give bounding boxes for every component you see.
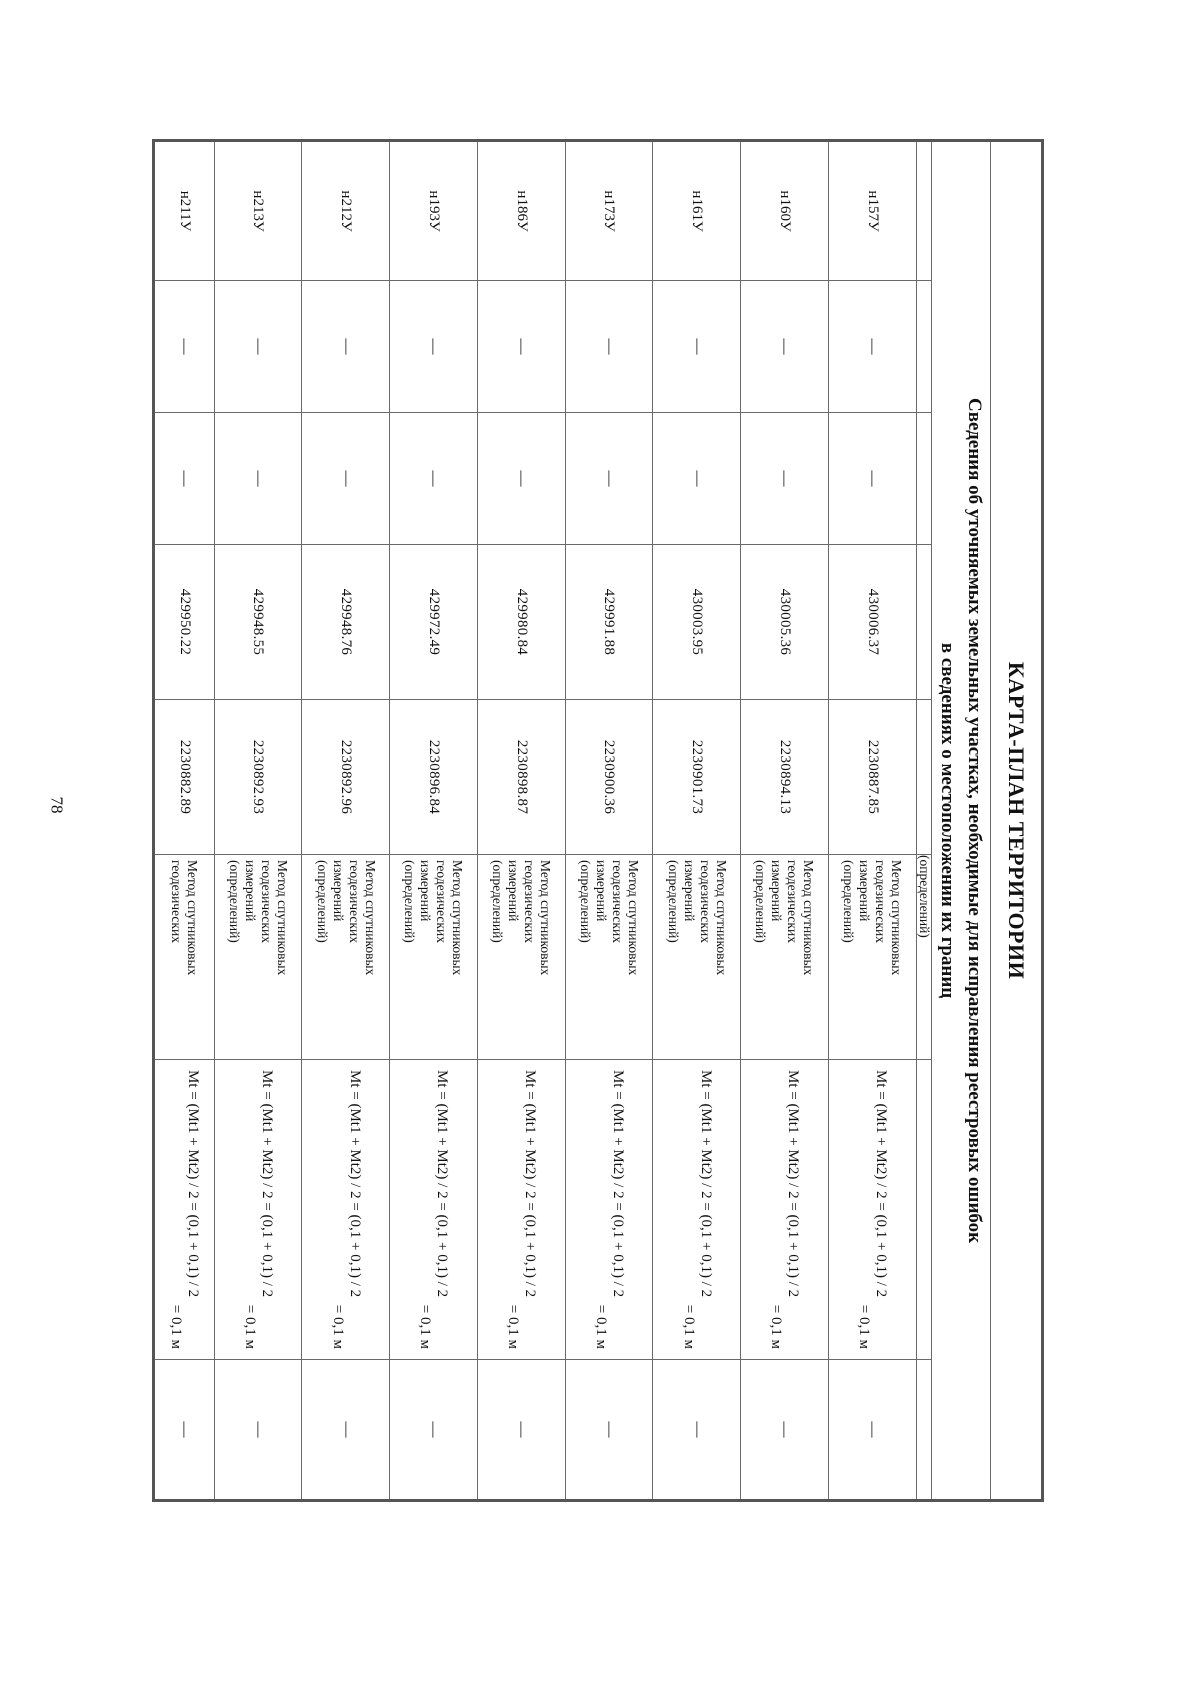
page-title: КАРТА-ПЛАН ТЕРРИТОРИИ bbox=[990, 141, 1042, 1501]
method-line: (определений) bbox=[753, 860, 769, 943]
coordinate-y: 2230892.93 bbox=[214, 700, 302, 855]
formula-text: Mt = (Mt1 + Mt2) / 2 = (0,1 + 0,1) / 2 bbox=[522, 1070, 539, 1298]
method-line: геодезических bbox=[259, 860, 274, 943]
coordinate-y: 2230892.96 bbox=[302, 700, 390, 855]
method-cell bbox=[214, 855, 302, 1060]
method-cell bbox=[565, 855, 653, 1060]
method-line: измерений bbox=[681, 860, 697, 922]
page-number: 78 bbox=[47, 796, 67, 814]
point-name: н173У bbox=[565, 141, 653, 281]
formula-cell bbox=[390, 1060, 478, 1360]
formula-text: Mt = (Mt1 + Mt2) / 2 = (0,1 + 0,1) / 2 bbox=[434, 1070, 451, 1298]
coordinate-y: 2230896.84 bbox=[390, 700, 478, 855]
empty-cell: — bbox=[828, 1360, 916, 1501]
method-line: Метод спутниковых bbox=[889, 860, 905, 976]
formula-result: = 0,1 м bbox=[417, 1304, 434, 1349]
empty-cell: — bbox=[477, 281, 565, 413]
method-line: (определений) bbox=[578, 860, 593, 943]
empty-cell: — bbox=[565, 281, 653, 413]
formula-cell bbox=[565, 1060, 653, 1360]
method-cell bbox=[154, 855, 215, 1060]
formula-text: Mt = (Mt1 + Mt2) / 2 = (0,1 + 0,1) / 2 bbox=[259, 1070, 275, 1298]
method-line: геодезических bbox=[610, 860, 625, 943]
coordinate-y: 2230901.73 bbox=[653, 700, 741, 855]
method-line: геодезических bbox=[346, 860, 362, 943]
empty-cell: — bbox=[653, 281, 741, 413]
method-cell bbox=[302, 855, 390, 1060]
coordinate-y: 2230887.85 bbox=[828, 700, 916, 855]
empty-cell: — bbox=[154, 281, 215, 413]
formula-cell bbox=[302, 1060, 390, 1360]
formula-cell bbox=[653, 1060, 741, 1360]
formula-result: = 0,1 м bbox=[242, 1304, 258, 1349]
coordinate-x: 429980.84 bbox=[477, 545, 565, 700]
method-line: (определений) bbox=[490, 860, 506, 943]
prev-method-tail: (определений) bbox=[916, 855, 932, 1060]
table-row bbox=[302, 141, 390, 1501]
empty-cell: — bbox=[741, 1360, 829, 1501]
table-row bbox=[390, 141, 478, 1501]
formula-text: Mt = (Mt1 + Mt2) / 2 = (0,1 + 0,1) / 2 bbox=[610, 1070, 626, 1298]
table-row bbox=[214, 141, 302, 1501]
empty-cell: — bbox=[302, 281, 390, 413]
formula-cell bbox=[214, 1060, 302, 1360]
method-line: Метод спутниковых bbox=[450, 860, 466, 976]
method-line: измерений bbox=[243, 860, 258, 922]
method-line: (определений) bbox=[665, 860, 681, 943]
empty-cell: — bbox=[302, 1360, 390, 1501]
coordinate-y: 2230894.13 bbox=[741, 700, 829, 855]
table-row bbox=[565, 141, 653, 1501]
coordinate-x: 429948.55 bbox=[214, 545, 302, 700]
method-line: геодезических bbox=[697, 860, 713, 943]
formula-text: Mt = (Mt1 + Mt2) / 2 = (0,1 + 0,1) / 2 bbox=[873, 1070, 890, 1298]
method-line: геодезических bbox=[873, 860, 889, 943]
formula-result: = 0,1 м bbox=[168, 1304, 185, 1349]
method-cell bbox=[741, 855, 829, 1060]
point-name: н212У bbox=[302, 141, 390, 281]
formula-result: = 0,1 м bbox=[505, 1304, 522, 1349]
empty-cell: — bbox=[390, 1360, 478, 1501]
coordinate-x: 429991.88 bbox=[565, 545, 653, 700]
coordinate-y: 2230900.36 bbox=[565, 700, 653, 855]
empty-cell: — bbox=[741, 413, 829, 545]
method-line: (определений) bbox=[841, 860, 857, 943]
table-row bbox=[828, 141, 916, 1501]
formula-cell bbox=[154, 1060, 215, 1360]
coordinate-x: 429972.49 bbox=[390, 545, 478, 700]
method-line: геодезических bbox=[169, 860, 185, 943]
method-line: геодезических bbox=[522, 860, 538, 943]
method-line: (определений) bbox=[402, 860, 418, 943]
method-line: измерений bbox=[769, 860, 785, 922]
empty-cell: — bbox=[653, 413, 741, 545]
empty-cell: — bbox=[302, 413, 390, 545]
method-line: Метод спутниковых bbox=[275, 860, 290, 976]
method-line: Метод спутниковых bbox=[801, 860, 817, 976]
formula-text: Mt = (Mt1 + Mt2) / 2 = (0,1 + 0,1) / 2 bbox=[785, 1070, 802, 1298]
coordinate-x: 430003.95 bbox=[653, 545, 741, 700]
coordinate-x: 429948.76 bbox=[302, 545, 390, 700]
formula-cell bbox=[741, 1060, 829, 1360]
table-subtitle bbox=[932, 141, 991, 1501]
point-name: н161У bbox=[653, 141, 741, 281]
method-line: геодезических bbox=[785, 860, 801, 943]
method-line: измерений bbox=[418, 860, 434, 922]
method-line: измерений bbox=[330, 860, 346, 922]
document-table-rotated bbox=[152, 139, 1044, 1499]
formula-result: = 0,1 м bbox=[593, 1304, 609, 1349]
point-name: н160У bbox=[741, 141, 829, 281]
method-line: (определений) bbox=[314, 860, 330, 943]
method-cell bbox=[828, 855, 916, 1060]
method-line: Метод спутниковых bbox=[185, 860, 201, 976]
method-cell bbox=[390, 855, 478, 1060]
coordinate-x: 430005.36 bbox=[741, 545, 829, 700]
empty-cell: — bbox=[477, 1360, 565, 1501]
empty-cell: — bbox=[828, 281, 916, 413]
method-line: Метод спутниковых bbox=[713, 860, 729, 976]
formula-result: = 0,1 м bbox=[768, 1304, 785, 1349]
coordinates-table bbox=[152, 139, 1044, 1502]
subtitle-line-1: Сведения об уточняемых земельных участках, необходимые для исправления реестровых ошибок bbox=[964, 397, 986, 1244]
empty-cell: — bbox=[828, 413, 916, 545]
point-name: н213У bbox=[214, 141, 302, 281]
table-body bbox=[154, 141, 1043, 1501]
empty-cell: — bbox=[653, 1360, 741, 1501]
empty-cell: — bbox=[214, 281, 302, 413]
formula-result: = 0,1 м bbox=[329, 1304, 346, 1349]
table-row bbox=[154, 141, 215, 1501]
method-line: Метод спутниковых bbox=[626, 860, 641, 976]
method-line: измерений bbox=[594, 860, 609, 922]
point-name: н186У bbox=[477, 141, 565, 281]
point-name: н193У bbox=[390, 141, 478, 281]
formula-cell bbox=[828, 1060, 916, 1360]
coordinate-x: 430006.37 bbox=[828, 545, 916, 700]
table-row bbox=[653, 141, 741, 1501]
point-name: н211У bbox=[154, 141, 215, 281]
method-line: геодезических bbox=[434, 860, 450, 943]
empty-cell: — bbox=[565, 413, 653, 545]
method-cell bbox=[477, 855, 565, 1060]
empty-cell: — bbox=[741, 281, 829, 413]
method-cell bbox=[653, 855, 741, 1060]
table-row bbox=[741, 141, 829, 1501]
formula-text: Mt = (Mt1 + Mt2) / 2 = (0,1 + 0,1) / 2 bbox=[697, 1070, 714, 1298]
method-line: измерений bbox=[857, 860, 873, 922]
formula-result: = 0,1 м bbox=[680, 1304, 697, 1349]
empty-cell: — bbox=[565, 1360, 653, 1501]
empty-cell: — bbox=[390, 281, 478, 413]
subtitle-line-2: в сведениях о местоположении их границ bbox=[937, 642, 959, 999]
empty-cell: — bbox=[154, 413, 215, 545]
formula-cell bbox=[477, 1060, 565, 1360]
empty-cell: — bbox=[390, 413, 478, 545]
method-line: Метод спутниковых bbox=[538, 860, 554, 976]
coordinate-y: 2230898.87 bbox=[477, 700, 565, 855]
empty-cell: — bbox=[214, 1360, 302, 1501]
coordinate-y: 2230882.89 bbox=[154, 700, 215, 855]
empty-cell: — bbox=[214, 413, 302, 545]
method-line: Метод спутниковых bbox=[362, 860, 378, 976]
method-line: измерений bbox=[506, 860, 522, 922]
formula-text: Mt = (Mt1 + Mt2) / 2 = (0,1 + 0,1) / 2 bbox=[346, 1070, 363, 1298]
table-row bbox=[477, 141, 565, 1501]
empty-cell: — bbox=[477, 413, 565, 545]
point-name: н157У bbox=[828, 141, 916, 281]
empty-cell: — bbox=[154, 1360, 215, 1501]
formula-text: Mt = (Mt1 + Mt2) / 2 = (0,1 + 0,1) / 2 bbox=[185, 1070, 202, 1298]
formula-result: = 0,1 м bbox=[856, 1304, 873, 1349]
method-line: (определений) bbox=[227, 860, 242, 943]
coordinate-x: 429950.22 bbox=[154, 545, 215, 700]
continuation-row bbox=[916, 141, 932, 1501]
